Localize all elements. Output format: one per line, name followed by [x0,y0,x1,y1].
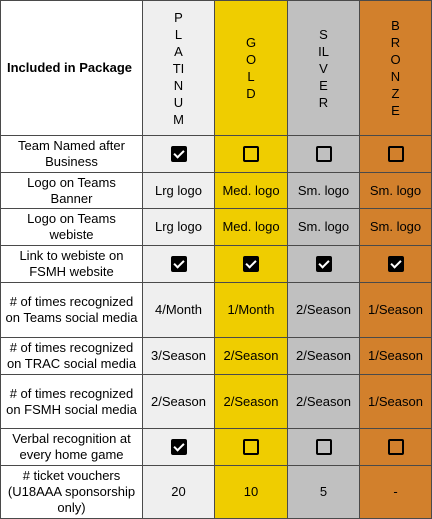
tier-header-bronze [360,1,432,136]
empty-checkbox-icon [316,439,332,455]
empty-checkbox-icon [388,439,404,455]
checked-checkbox-icon [243,256,259,272]
bronze-cell [360,429,432,466]
bronze-cell: - [360,466,432,519]
silver-cell: Sm. logo [288,173,360,209]
bronze-cell: 1/Season [360,283,432,338]
empty-checkbox-icon [316,146,332,162]
feature-label: Logo on Teams webiste [1,209,143,246]
silver-cell: 5 [288,466,360,519]
bronze-cell: 1/Season [360,338,432,375]
table-row [1,429,432,466]
table-row [1,466,432,519]
tier-name-silver: SILVER [318,26,329,110]
platinum-cell: 20 [143,466,215,519]
gold-cell [215,246,288,283]
gold-cell: 2/Season [215,375,288,429]
table-row [1,246,432,283]
silver-cell: 2/Season [288,283,360,338]
platinum-cell [143,136,215,173]
tier-name-gold: GOLD [245,35,257,101]
table-row [1,283,432,338]
table-row [1,136,432,173]
feature-label: Link to webiste on FSMH website [1,246,143,283]
bronze-cell [360,136,432,173]
checked-checkbox-icon [171,146,187,162]
gold-cell: 2/Season [215,338,288,375]
silver-cell [288,136,360,173]
gold-cell [215,429,288,466]
table-row [1,209,432,246]
bronze-cell: Sm. logo [360,173,432,209]
empty-checkbox-icon [243,146,259,162]
table-row [1,338,432,375]
platinum-cell [143,429,215,466]
platinum-cell [143,246,215,283]
gold-cell: Med. logo [215,173,288,209]
feature-label: # ticket vouchers (U18AAA sponsorship only) [1,466,143,519]
empty-checkbox-icon [388,146,404,162]
silver-cell: Sm. logo [288,209,360,246]
platinum-cell: 4/Month [143,283,215,338]
empty-checkbox-icon [243,439,259,455]
feature-label: # of times recognized on Teams social media [1,283,143,338]
checked-checkbox-icon [171,439,187,455]
checked-checkbox-icon [171,256,187,272]
gold-cell: 1/Month [215,283,288,338]
feature-label: # of times recognized on FSMH social media [1,375,143,429]
checked-checkbox-icon [316,256,332,272]
silver-cell [288,246,360,283]
bronze-cell [360,246,432,283]
checked-checkbox-icon [388,256,404,272]
tier-name-platinum: PLATINUM [172,9,185,127]
feature-label: Team Named after Business [1,136,143,173]
table-row [1,375,432,429]
tier-header-row [1,1,432,136]
gold-cell: Med. logo [215,209,288,246]
bronze-cell: 1/Season [360,375,432,429]
package-header-label: Included in Package [1,1,143,136]
silver-cell: 2/Season [288,375,360,429]
feature-label: Verbal recognition at every home game [1,429,143,466]
platinum-cell: Lrg logo [143,173,215,209]
platinum-cell: 3/Season [143,338,215,375]
platinum-cell: Lrg logo [143,209,215,246]
bronze-cell: Sm. logo [360,209,432,246]
silver-cell [288,429,360,466]
feature-label: Logo on Teams Banner [1,173,143,209]
tier-header-gold [215,1,288,136]
gold-cell: 10 [215,466,288,519]
gold-cell [215,136,288,173]
platinum-cell: 2/Season [143,375,215,429]
feature-label: # of times recognized on TRAC social media [1,338,143,375]
silver-cell: 2/Season [288,338,360,375]
tier-name-bronze: BRONZE [390,18,401,118]
table-row [1,173,432,209]
tier-header-platinum [143,1,215,136]
tier-header-silver [288,1,360,136]
